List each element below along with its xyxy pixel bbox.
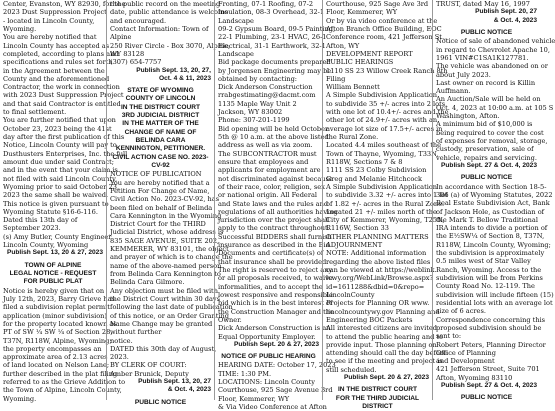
publish-dates-line: & Oct. 4, 2023 [167,386,211,394]
notice-text-line: DATED this 30th day of August, [110,344,217,353]
notice-text-line: July 12th, 2023, Barry Grieve has [3,294,115,303]
notice-text-line: NOTICE OF PUBLICATION [110,170,202,179]
notice-text-line: the Rural Zone. [326,133,379,141]
notice-text-line: Bid opening will be held October [218,124,329,133]
notice-text-line: ADJOURNMENT [326,241,383,250]
notice-text-line: the Town of Alpine, Lincoln County, [3,386,122,395]
notice-text-line: the property encompasses an [3,344,102,353]
notice-text-line: average lot size of 17.5+/- acres in [326,124,443,133]
notice-text-line: for the property located known as [3,319,117,328]
notice-text-line: Any objection must be filed with [110,286,218,295]
notice-text-line: Town of Thayne, Wyoming, T33N, [326,149,439,158]
notice-text-line: and Development [436,357,495,366]
notice-text-line: Amber Brunick, Deputy [110,369,189,378]
publish-dates-line: Publish Sept. 27 & Oct. 4, 2023 [440,382,537,390]
notice-text-line: A Simple Subdivision Application [326,182,438,191]
notice-text-line: the E½SW¼ of Section 8, T37N, [436,232,545,241]
notice-text-line: T37N, R118W, Alpine, Wyoming; [3,336,112,345]
notice-heading-line: 3RD JUDICIAL DISTRICT [121,112,200,120]
notice-text-line: or national origin. All Federal [218,191,318,200]
notice-text-line: Dusthusters Enterprises, Inc. the full [3,149,128,158]
notice-text-line: Courthouse, 925 Sage Avenue 3rd [218,386,333,395]
publish-dates-line: & Oct. 4, 2023 [493,16,537,24]
notice-text-line: Located 4.4 miles southeast of the [326,141,442,150]
notice-text-line: 835 SAGE AVENUE, SUITE 202, [110,236,220,245]
notice-text-line: Cara Kennington in the Wyoming [110,211,222,220]
notice-text-line: Petition For Change of Name, [110,186,210,195]
notice-heading-line: KENNINGTON, PETITIONER. [115,145,206,153]
notice-text-line: NOTE: Additional information [326,249,427,258]
notice-text-line: Notice is hereby given that on [3,286,105,295]
notice-text-line: OTHER PLANNING MATTERS [326,232,429,241]
notice-text-line: of this notice, or an Order Granting [110,311,229,320]
notice-heading-line: CV-92 [151,161,170,169]
notice-text-line: PT of SW ¼ SW ¼ of Section 28, [3,328,113,337]
notice-text-line: LincolnCounty [326,290,375,299]
notice-text-line: to subdivide 35 +/- acres into 2 lots [326,99,446,108]
notice-text-line: You are further notified that upon [3,116,116,125]
publish-dates-line: Publish Sept. 13, 20, 27 [138,378,211,386]
notice-heading-line: PUBLIC NOTICE [460,28,513,36]
notice-text-line: bid which is in the best interest of [218,299,333,308]
notice-text-line: Contact Information: Town of [110,24,209,33]
notice-text-line: lowest responsive and responsible [218,290,333,299]
notice-text-line: Successful BIDDERS shall furnish [218,232,332,241]
notice-text-line: proposed subdivision should be [436,323,542,332]
notice-text-line: 2023. [110,353,129,362]
notice-text-line: TIME: 1:30 PM. [218,369,272,378]
notice-text-line: Documents and certificate(s) of [218,249,324,258]
notice-text-line: R118W, Sections 7 & 8 [326,157,403,166]
notice-text-line: Equal Opportunity Employer. [218,332,316,341]
notice-text-line: Washington, Afton. [436,112,500,121]
notice-text-line: the District Court within 30 days [110,294,221,303]
notice-text-line: (307) 654-7757 [110,58,162,67]
notice-text-line: DEVELOPMENT REPORT [326,49,413,58]
notice-text-line: of land located on Nelson Lane; [3,361,110,370]
notice-text-line: attending should call the day before [326,349,447,358]
notice-text-line: day after the first publication of this [3,133,125,141]
notice-text-line: Jackson, WY 83002 [218,108,283,117]
notice-text-line: 1135 Maple Way Unit 2 [218,99,297,108]
notice-text-line: Ranch, Wyoming. Access to the [436,265,542,274]
notice-text-line: regarding the above listed files [326,257,431,266]
notice-text-line: sent to: [436,332,462,341]
notice-text-line: October 23, 2023 being the 41st [3,124,112,133]
notice-text-line: An Auction/Sale will be held on [436,95,541,104]
notice-heading-line: IN THE DISTRICT COURT [337,386,418,394]
notice-text-line: Afton Branch Office Building, EOC [326,24,442,33]
notice-text-line: Afton, WY [326,41,360,50]
notice-text-line: Fronting, 07-1 Roofing, 07-2 [218,0,314,8]
notice-text-line: Civil Action No. 2023-CV-92, has [110,195,220,204]
notice-heading-line: PUBLIC NOTICE [134,398,187,406]
notice-text-line: Correspondence concerning this [436,315,546,324]
notice-text-line: Dated this 13th day of [3,216,78,225]
notice-text-line: (s) Amy Butler, County Engineer [3,232,112,241]
notice-text-line: address as well as via zoom. [218,141,313,150]
notice-text-line: Projects for Planning OR www. [326,299,430,308]
publish-dates-line: Publish Sept. 27 & Oct. 4, 2023 [440,161,537,169]
notice-text-line: notice. [110,336,133,345]
notice-text-line: lcwy.org/WebLink/Browse.aspx? [326,274,434,283]
notice-text-line: PUBLIC HEARINGS [326,58,394,67]
notice-heading-line: IN THE DISTRICT COURT [120,103,201,111]
notice-text-line: Landscape [218,16,254,25]
notice-text-line: subdivision will be from Perkins [436,274,543,282]
notice-text-line: approximate area of 2.13 acres [3,353,108,362]
notice-text-line: 2023 Dust Suppression Project [3,8,107,17]
notice-text-line: rrabgestimating@dacmt.com [218,91,316,100]
notice-text-line: of 1.82 +/- acres in the Rural Zone. [326,199,445,208]
notice-text-line: other lot of 24.9+/- acres with an [326,116,438,125]
notice-text-line: September 2023. [3,224,61,233]
notice-text-line: being required to cover the cost [436,128,544,137]
notice-text-line: not filed with said Lincoln County, [3,174,118,183]
notice-text-line: without further [110,328,162,337]
notice-text-line: 0.5 miles west of Star Valley [436,257,531,266]
notice-text-line: Floor, Kemmerer, WY [218,394,290,403]
notice-text-line: Office of Planning [436,348,496,357]
notice-text-line: Filing [326,74,346,83]
notice-text-line: in the Agreement between the [3,66,105,75]
notice-heading-line: FOR THE THIRD JUDICIAL [335,394,420,402]
publish-dates-line: Publish Sept. 20, 27 [475,8,537,16]
notice-heading-line: IN THE MATTER OF THE [122,120,199,128]
notice-text-line: HEARING DATE: October 17, 2023 [218,361,336,370]
notice-text-line: County Road No. 12-119. The [436,282,535,291]
notice-text-line: application (minor subdivision) [3,311,107,320]
notice-text-line: The vehicle was abandoned on or [436,62,548,71]
notice-text-line: A Simple Subdivision Application [326,91,438,100]
notice-text-line: Phone: 307-201-1199 [218,116,290,125]
notice-text-line: custody, preservation, sale of [436,145,534,154]
notice-text-line: applicants for employment are [218,166,321,175]
notice-text-line: to see if the meeting and project is [326,357,443,366]
notice-text-line: Judicial District, whose address is [110,228,224,237]
notice-text-line: Real Estate Subdivision Act, Bank [436,199,550,208]
notice-text-line: lincolncountywy.gov Planning and [326,307,440,316]
notice-text-line: can be viewed at https://weblink. [326,266,437,274]
notice-text-line: District Court for the THIRD [110,220,206,229]
notice-text-line: informalities, and to accept the [218,282,323,291]
notice-text-line: the public record on the meeting [110,0,221,8]
notice-text-line: to subdivide 3.32 +/- acres into 1 lot [326,191,449,200]
notice-text-line: jurisdiction over the project shall [218,216,330,225]
notice-text-line: Engineering BOC Packets [326,315,413,324]
notice-heading-line: DISTRICT [362,403,393,410]
notice-heading-line: FOR PUBLIC PLAT [23,278,83,286]
notice-text-line: further described in the plat filing [3,369,118,378]
notice-text-line: and prayer of which is to change the [110,253,233,262]
notice-text-line: 09-2 Gypsum Board, 09-5 Painting, [218,24,336,33]
notice-text-line: or all proposals received, to waive [218,274,333,283]
notice-text-line: referred to as the Grieve Addition to [3,378,126,387]
notice-text-line: subdivision will include fifteen (15) [436,290,554,299]
notice-column-5 [432,0,555,402]
notice-text-line: and State laws and the rules and [218,199,329,208]
notice-text-line: to attend the public hearing and to [326,332,444,341]
notice-text-line: WY 83128 [110,49,145,58]
notice-text-line: ensure that employees and [218,157,309,166]
notice-text-line: R116W, Section 33 [326,224,389,233]
publish-dates-line: Publish Sept. 20 & 27, 2023 [233,340,319,348]
notice-text-line: Contractor, the work in connection [3,83,120,92]
notice-text-line: residential lots with an average lot [436,298,553,307]
notice-text-line: You are hereby notified that a [110,178,210,187]
notice-text-line: In accordance with Section 18-5- [436,182,547,191]
notice-heading-line: TOWN OF ALPINE [24,261,82,269]
notice-text-line: All interested citizens are invited [326,324,437,333]
notice-text-line: not discriminated against because [218,174,333,183]
notice-text-line: Bid package documents prepared [218,58,331,67]
notice-text-line: Landscape [218,49,254,58]
notice-text-line: in regard to Chevrolet Apache 10, [436,45,550,54]
publish-dates-line: Publish Sept. 20 & 27, 2023 [343,374,429,382]
notice-text-line: id=1611288&dbid=0&repo= [326,282,425,291]
notice-heading-line: CHANGE OF NAME OF [124,128,197,136]
notice-text-line: following the last date of publication [110,303,233,312]
notice-heading-line: COUNTY OF LINCOLN [125,95,196,103]
notice-text-line: Conference room, 421 Jefferson St., [326,33,447,42]
notice-text-line: Afton, Wyoming 83110 [436,373,513,382]
notice-text-line: Wyoming. [3,394,37,403]
notice-text-line: Last owner on record is Killin [436,78,536,87]
notice-text-line: Belinda Cara Gilmore. [110,278,185,287]
notice-text-line: filed a subdivision replat permit [3,303,110,312]
notice-text-line: This notice is given pursuant to [3,199,109,208]
notice-text-line: Lincoln County has accepted as [3,41,110,50]
notice-text-line: & Via Video Conference at Afton [218,403,327,411]
notice-text-line: Wyoming prior to said October 23, [3,182,119,191]
notice-text-line: 250 River Circle - Box 3070, Alpine, [110,41,231,50]
notice-text-line: Wyoming. [3,24,37,33]
notice-text-line: amount due under said Contract; [3,157,115,166]
notice-text-line: the subdivision is approximately [436,249,545,258]
notice-text-line: regulations of all authorities having [218,207,338,216]
notice-text-line: Greg and Melanie Hitchcock [326,174,422,183]
notice-text-line: by Jorgensen Engineering may be [218,66,332,75]
notice-heading-line: NOTICE OF PUBLIC HEARING [221,353,316,361]
notice-text-line: Notice, Lincoln County will pay to [3,141,117,150]
notice-text-line: 421 Jefferson Street, Suite 701 [436,365,540,374]
notice-text-line: name of the above-named person [110,261,222,270]
notice-text-line: of their race, color, religion, sex [218,182,325,191]
notice-text-line: Insulation, 08-3 Overhead, 32-1 [218,8,325,17]
notice-text-line: and encouraged. [110,16,167,25]
notice-text-line: City of Kemmerer, Wyoming, T25N, [326,216,445,225]
notice-text-line: You are hereby notified that [3,33,97,42]
notice-text-line: A minimum bid of $10,000 is [436,120,533,129]
notice-heading-line: LEGAL NOTICE - REQUEST [9,270,97,277]
notice-text-line: the Mark T. Bellow Traditional [436,215,538,224]
notice-text-line: Or by via video conference at the [326,16,438,25]
notice-text-line: obtained by contacting: [218,74,298,83]
notice-text-line: LOCATIONS: Lincoln County [218,378,315,387]
notice-text-line: Dick Anderson Construction is an [218,324,331,333]
notice-text-line: been filed on behalf of Belinda [110,203,213,212]
notice-text-line: 5th @ 10 a.m. at the above listed [218,133,329,141]
notice-text-line: from Belinda Cara Kennington to [110,270,221,278]
notice-text-line: completed, according to plans and [3,49,119,58]
notice-text-line: Courthouse, 925 Sage Ave 3rd [326,0,429,8]
notice-text-line: about July 2023. [436,70,491,79]
publish-dates-line: Publish Sept. 13, 20, 27, [136,66,211,74]
notice-heading-line: PUBLIC NOTICE [460,174,513,182]
notice-text-line: and in the event that your claim is [3,166,118,175]
notice-text-line: 1111 SS 23 Colby Subdivision [326,166,427,175]
notice-heading-line: PUBLIC NOTICE [460,394,513,402]
notice-text-line: Robert Peters, Planning Director [436,340,546,349]
notice-text-line: 1110 SS 23 Willow Creek Ranch 8th [326,66,448,75]
notice-text-line: Notice of sale of abandoned vehicle [436,37,555,46]
notice-text-line: insurance as described in the Bid [218,241,330,250]
notice-text-line: - located in Lincoln County, [3,16,95,25]
notice-heading-line: CIVIL ACTION CASE NO. 2023- [112,153,209,161]
notice-text-line: BY CLERK OF COURT: [110,361,187,370]
notice-text-line: 22-1 Plumbing, 23-1 HVAC, 26-1 [218,33,327,42]
notice-text-line: Name Change may be granted [110,319,213,328]
notice-text-line: R118W, Lincoln County, Wyoming; [436,240,551,249]
notice-text-line: County and the aforementioned [3,74,110,83]
publish-dates-line: Publish Sept. 13, 20 & 27, 2023 [6,249,103,257]
notice-text-line: apply to the contract throughout. [218,224,330,233]
notice-text-line: the Construction Manager and the [218,307,334,316]
notice-text-line: that insurance shall be provided. [218,257,329,266]
notice-text-line: vehicle, repairs and servicing. [436,153,537,162]
notice-text-line: The SUBCONTRACTOR must [218,149,317,158]
notice-text-line: TRUST, dated May 16, 1997 [436,0,530,8]
notice-text-line: Located 21 +/- miles north of the [326,207,437,216]
notice-text-line: Alpine [110,33,132,42]
notice-text-line: The right is reserved to reject any [218,266,333,274]
notice-text-line: of Jackson Hole, as Custodian of [436,207,545,216]
notice-text-line: Floor, Kemmerer, WY [326,8,398,17]
notice-heading-line: BELINDA CARA [135,137,186,144]
notice-text-line: and that said Contractor is entitled [3,99,121,108]
notice-text-line: Lincoln County, Wyoming [3,241,89,250]
notice-text-line: provide input. Those planning on [326,340,437,349]
notice-text-line: IRA intends to divide a portion of [436,224,548,233]
notice-text-line: with one lot of 10.4+/- acres and the [326,108,449,117]
notice-text-line: KEMMERER, WY 83101, the object [110,245,229,254]
notice-heading-line: STATE OF WYOMING [127,87,194,95]
notice-text-line: Auffmann. [436,87,471,96]
notice-text-line: specifications and rules set forth [3,58,113,67]
notice-text-line: Wyoming Statute §16-6-116. [3,207,98,216]
notice-text-line: date, public attendance is welcome [110,8,229,17]
notice-text-line: to final settlement. [3,108,67,117]
notice-text-line: Electrical, 31-1 Earthwork, 32-1 [218,41,326,50]
publish-dates-line: Oct. 4 & 11, 2023 [158,74,211,82]
notice-text-line: Oct. 4, 2023 at 10:00 a.m. at 105 S [436,103,554,112]
notice-text-line: 2023 the same shall be waived. [3,191,109,200]
notice-text-line: with 2023 Dust Suppression Project [3,91,124,100]
notice-text-line: size of 6 acres. [436,307,486,316]
notice-text-line: 306 (a) of Wyoming Statutes, 2022 [436,190,553,199]
notice-text-line: William Bennett [326,83,380,92]
notice-text-line: Owner. [218,315,242,324]
notice-text-line: of expenses for removal, storage, [436,137,548,145]
notice-text-line: Dick Anderson Construction [218,83,313,92]
notice-text-line: still scheduled. [326,365,377,374]
notice-text-line: 1961 VIN#C1SA1K127781. [436,53,529,62]
notice-text-line: Center, Evanston, WY 82930, for the [3,0,126,8]
